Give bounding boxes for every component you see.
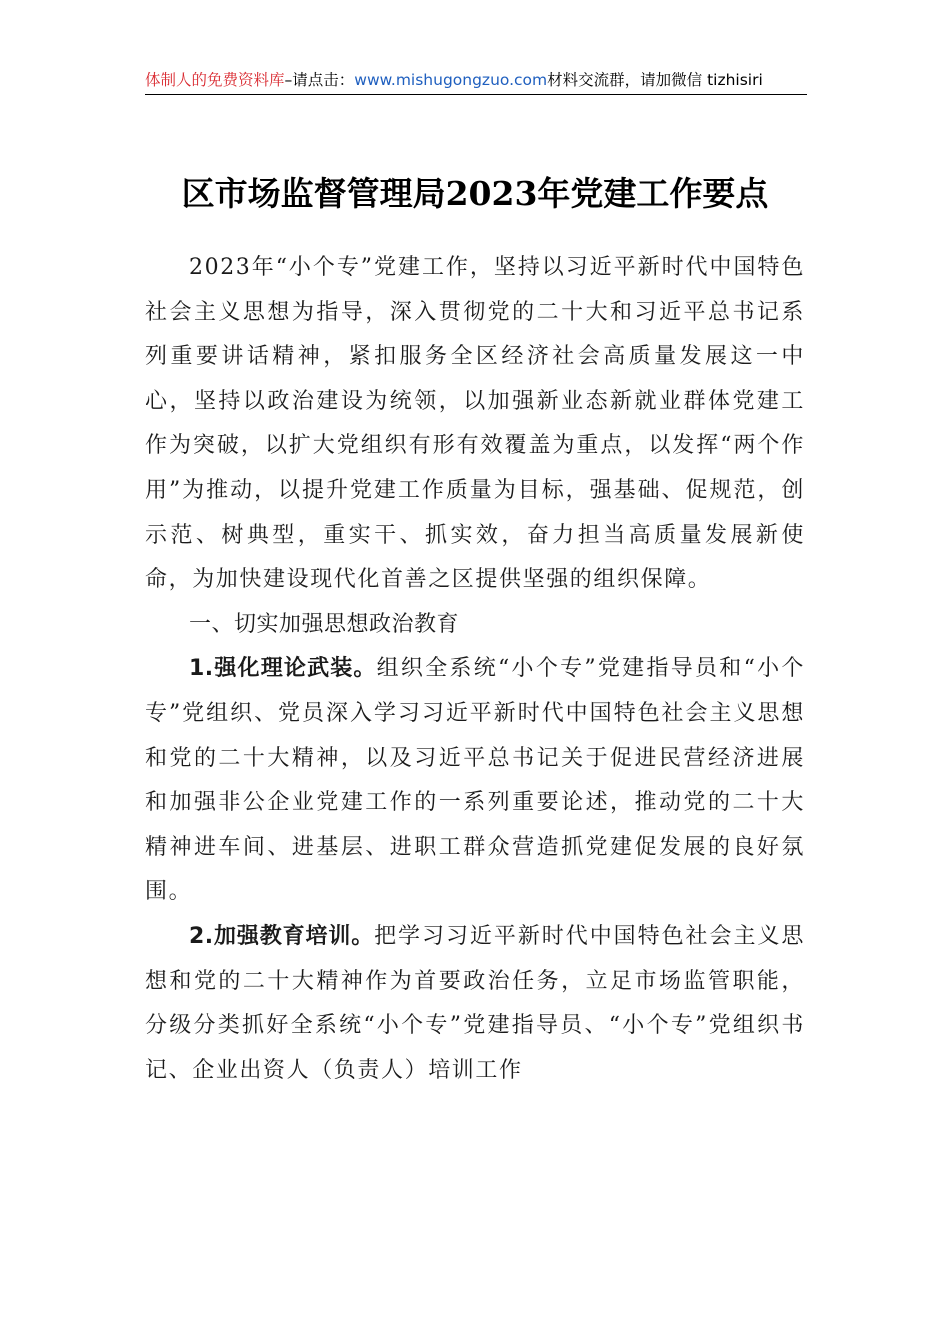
item-lead-2: 2.加强教育培训。 [189,923,375,949]
document-title: 区市场监督管理局2023年党建工作要点 [181,174,769,213]
item-paragraph-2 [145,915,805,1093]
item-text-1: 组织全系统“小个专”党建指导员和“小个专”党组织、党员深入学习习近平新时代中国特色社会主义思想和党的二十大精神，以及习近平总书记关于促进民营经济进展和加强非公企业党建工作的一系列重要论述，推动党的二十大精神进车间、进基层、进职工群众营造抓党建促发展的良好氛围。 [145,656,805,905]
item-lead-1: 1.强化理论武装。 [189,656,377,682]
header-brand: 体制人的免费资料库 [145,71,285,89]
item-paragraph-1 [145,647,805,915]
header-contact-text: 材料交流群，请加微信 tizhisiri [547,71,763,89]
header-url-link[interactable]: www.mishugongzuo.com [354,71,548,89]
intro-paragraph: 2023年“小个专”党建工作，坚持以习近平新时代中国特色社会主义思想为指导，深入贯彻党的二十大和习近平总书记系列重要讲话精神，紧扣服务全区经济社会高质量发展这一中心，坚持以政治建设为统领，以加强新业态新就业群体党建工作为突破，以扩大党组织有形有效覆盖为重点，以发挥“两个作用”为推动，以提升党建工作质量为目标，强基础、促规范，创示范、树典型，重实干、抓实效，奋力担当高质量发展新使命，为加快建设现代化首善之区提供坚强的组织保障。 [145,255,805,593]
page-header [145,66,807,95]
header-prompt: –请点击： [284,71,355,89]
section-heading-1: 一、切实加强思想政治教育 [189,611,460,637]
document-body [145,246,805,1093]
item-text-2: 把学习习近平新时代中国特色社会主义思想和党的二十大精神作为首要政治任务，立足市场监管职能，分级分类抓好全系统“小个专”党建指导员、“小个专”党组织书记、企业出资人（负责人）培训工作 [145,923,805,1083]
